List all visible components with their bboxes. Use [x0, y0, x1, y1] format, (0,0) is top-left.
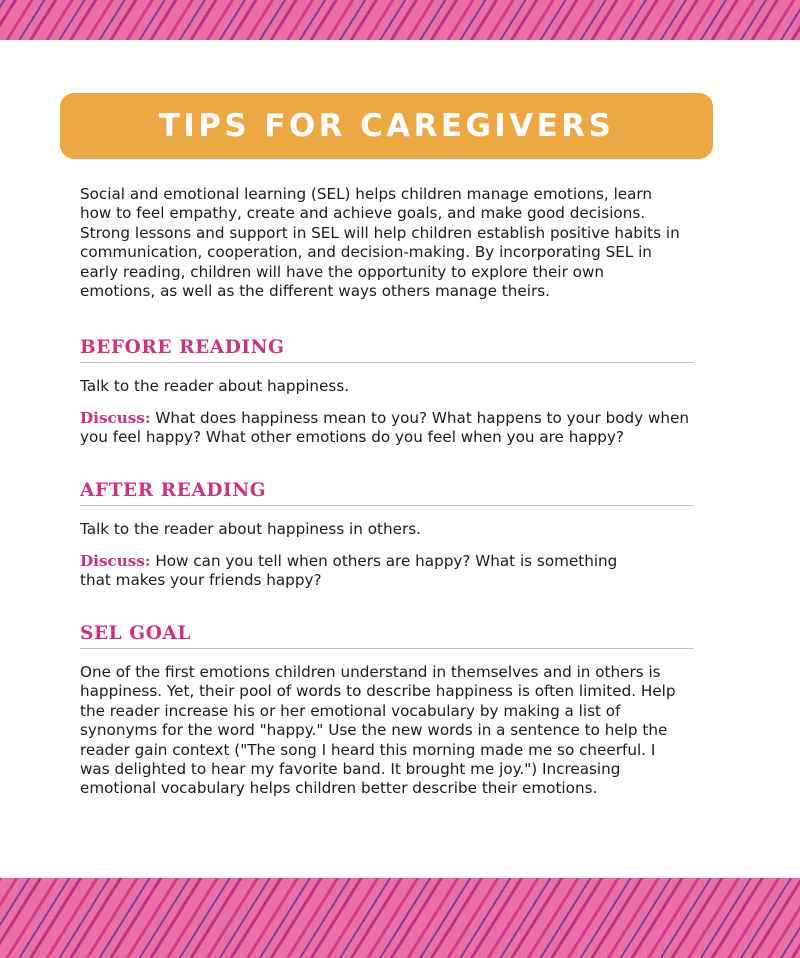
discuss-label: Discuss:	[80, 409, 151, 427]
after-reading-heading: AFTER READING	[80, 480, 694, 506]
title-banner	[60, 93, 713, 159]
page-title: TIPS FOR CAREGIVERS	[158, 108, 615, 144]
discuss-text: How can you tell when others are happy? What is something that makes your friends happy?	[80, 552, 618, 590]
before-reading-discuss	[80, 409, 694, 448]
discuss-label: Discuss:	[80, 552, 151, 570]
sel-goal-heading: SEL GOAL	[80, 623, 694, 649]
after-reading-talk: Talk to the reader about happiness in others.	[80, 520, 421, 538]
sel-goal-paragraph: One of the first emotions children understand in themselves and in others is happiness. Yet, their pool of words to describe happiness is often limited. Help the reader increase his or her emotional vocabulary by making a list of synonyms for the word "happy." Use the new words in a sentence to help the reader gain context ("The song I heard this morning made me so cheerful. I was delighted to hear my favorite band. It brought me joy.") Increasing emotional vocabulary helps children better describe their emotions.	[80, 663, 676, 798]
after-reading-discuss	[80, 552, 640, 591]
decorative-stripe-band-bottom	[0, 878, 800, 958]
before-reading-heading: BEFORE READING	[80, 337, 694, 363]
decorative-stripe-band-top	[0, 0, 800, 40]
before-reading-talk: Talk to the reader about happiness.	[80, 377, 350, 395]
discuss-text: What does happiness mean to you? What happens to your body when you feel happy? What other emotions do you feel when you are happy?	[80, 409, 690, 447]
intro-paragraph: Social and emotional learning (SEL) helps children manage emotions, learn how to feel empathy, create and achieve goals, and make good decisions. Strong lessons and support in SEL will help children establish positive habits in communication, cooperation, and decision-making. By incorporating SEL in early reading, children will have the opportunity to explore their own emotions, as well as the different ways others manage theirs.	[80, 185, 680, 301]
